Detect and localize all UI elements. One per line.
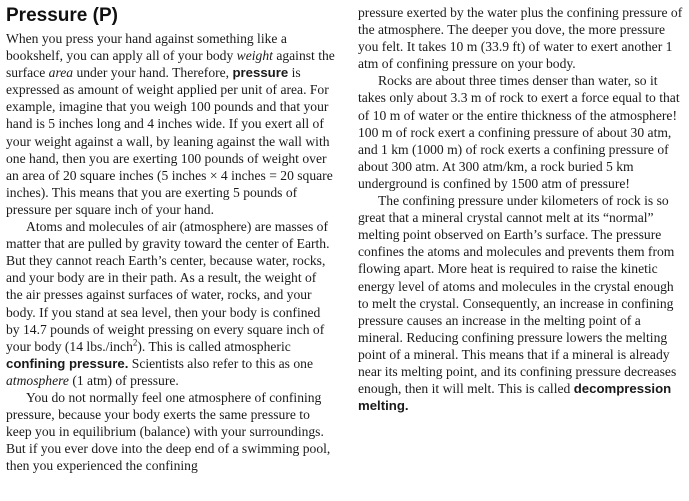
paragraph-equilibrium xyxy=(6,389,336,474)
text-run: You do not normally feel one atmosphere of confining pressure, because your body exerts the same pressure to keep you in equilibrium (balance) with your surroundings. But if you ever dove into the deep end of a swimming pool, then you experienced the confining xyxy=(6,389,331,474)
text-run: is expressed as amount of weight applied per unit of area. For example, imagine that you weigh 100 pounds and that your hand is 5 inches long and 4 inches wide. If you exert all of your weight against a wall, by leaning against the wall with one hand, then you are exerting 100 pounds of weight over an area of 20 square inches (5 inches × 4 inches = 20 square inches). This means that you are exerting 5 pounds of pressure per square inch of your hand. xyxy=(6,65,333,217)
bold-term-pressure: pressure xyxy=(232,65,289,81)
text-run: The confining pressure under kilometers of rock is so great that a mineral crystal cannot melt at its “normal” melting point observed on Earth’s surface. The pressure confines the atoms and molecules and prevents them from flowing apart. More heat is required to raise the kinetic energy level of atoms and molecules in the crystal enough to melt the crystal. Consequently, an increase in confining pressure causes an increase in the melting point of a mineral. Reducing confining pressure lowers the melting point of a mineral. This means that if a mineral is already near its melting point, and its confining pressure decreases enough, then it will melt. This is called xyxy=(358,193,677,397)
text-run: against the surface xyxy=(6,48,335,81)
bold-term-confining-pressure: confining pressure. xyxy=(6,355,129,371)
text-run: Scientists also refer to this as one xyxy=(128,355,313,371)
text-run: under your hand. Therefore, xyxy=(73,65,233,81)
paragraph-rock-density xyxy=(358,72,684,192)
left-column xyxy=(6,30,336,474)
right-column xyxy=(358,4,684,414)
text-run: Rocks are about three times denser than water, so it takes only about 3.3 m of rock to exert a force equal to that of 10 m of water or the entire thickness of the atmosphere! 100 m of rock exert a confining pressure of about 30 atm, and 1 km (1000 m) of rock exerts a confining pressure of about 300 atm. At 300 atm/km, a rock buried 5 km underground is confined by 1500 atm of pressure! xyxy=(358,73,680,191)
text-run: When you press your hand against something like a bookshelf, you can apply all of your body xyxy=(6,31,287,64)
superscript: 2 xyxy=(132,337,138,348)
paragraph-water-pressure xyxy=(358,4,684,72)
text-run: ). This is called atmospheric xyxy=(137,338,291,354)
paragraph-melting-point xyxy=(358,192,684,414)
paragraph-atmosphere xyxy=(6,218,336,389)
text-run: (1 atm) of pressure. xyxy=(68,372,179,388)
text-run: pressure exerted by the water plus the confining pressure of the atmosphere. The deeper you dove, the more pressure you felt. It takes 10 m (33.9 ft) of water to exert another 1 atm of confining pressure on your body. xyxy=(358,5,683,72)
italic-term-atmosphere: atmosphere xyxy=(6,372,69,388)
text-run: Atoms and molecules of air (atmosphere) are masses of matter that are pulled by gravity toward the center of Earth. But they cannot reach Earth’s center, because water, rocks, and your body are in their path. As a result, the weight of the air presses against surfaces of water, rocks, and your body. If you stand at sea level, then your body is confined by 14.7 pounds of weight pressing on every square inch of your body (14 lbs./inch xyxy=(6,219,330,354)
page-title: Pressure (P) xyxy=(6,5,118,26)
italic-term-area: area xyxy=(48,65,74,81)
bold-term-decompression-melting: decompression melting. xyxy=(358,381,672,414)
paragraph-weight-area xyxy=(6,30,336,218)
italic-term-weight: weight xyxy=(236,48,273,64)
